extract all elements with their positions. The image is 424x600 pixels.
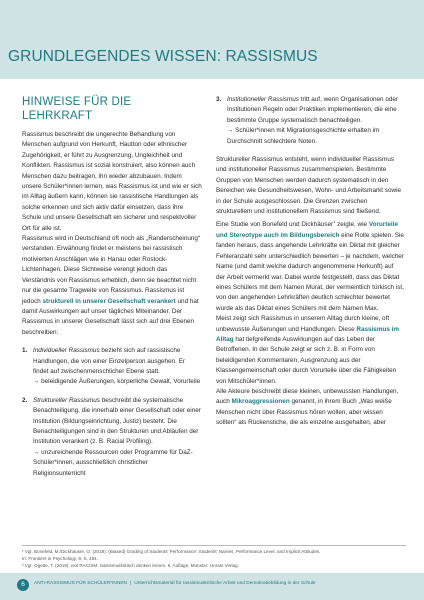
list-number: 3. [216,96,222,103]
everyday-paragraph: Meist zeigt sich Rassismus in unserem Alltag durch kleine, oft unbewusste Äußerungen und Handlungen. Diese Rassismus im Alltag hat tiefgreifende Auswirkungen auf das Leben der Betroffenen. In der Schule zeigt er sich z. B. in Form von beleidigenden Kommentaren, Ausgrenzung aus der Klassengemeinschaft oder durch Vorurteile über die Fähigkeiten von Mitschüler*innen. [216,315,400,385]
left-column [22,95,202,479]
microaggression-paragraph: Alle Akteure beschreibt diese kleinen, unbewussten Handlungen, auch Mikroaggressionen genannt, in ihrem Buch „Was weiße Menschen nicht über Rassismus hören wollen, aber wissen sollten“ als Rückenstiche, die als einzelne ausgehalten, aber [216,388,399,427]
page-title: GRUNDLEGENDES WISSEN: RASSISMUS [8,48,318,65]
list-item-institutional: 3. Institutioneller Rassismus tritt auf, wenn Organisationen oder Institutionen Regeln oder Praktiken implementieren, die eine bestimmte Gruppe systematisch benachteiligen. → Schüler*innen mit Migrationsgeschichte erhalten im Durchschnitt schlechtere Noten. [216,95,404,147]
title-band [0,0,424,79]
page-number: 6 [17,579,29,591]
context-paragraph: Rassismus wird in Deutschland oft noch als „Randerscheinung“ verstanden. Erwähnung findet er meistens bei rassistisch motivierten Anschlägen wie in Hanau oder Rostock-Lichtenhagen. Diese Sichtweise verengt jedoch das Verständnis von Rassismus erheblich, denn sie beachtet nicht nur die gesamte Tragweite von Rassismus. Rassismus ist jedoch strukturell in unserer Gesellschaft verankert und hat damit Auswirkungen auf unser tägliches Miteinander. Der Rassismus in unserer Gesellschaft lässt sich auf drei Ebenen beschreiben: [22,235,201,336]
example-individual: → beleidigende Äußerungen, körperliche Gewalt, Vorurteile [33,378,201,386]
example-institutional: → Schüler*innen mit Migrationsgeschichte erhalten im Durchschnitt schlechtere Noten. [227,127,380,145]
intro-paragraph: Rassismus beschreibt die ungerechte Behandlung von Menschen aufgrund von Herkunft, Hautton oder ethnischer Zugehörigkeit, er führt zu Ausgrenzung, Ungleichheit und Konflikten. Rassismus ist sozial konstruiert, also können auch Menschen dazu beitragen, ihn wieder abzubauen. Indem unsere Schüler*innen lernen, was Rassismus ist und wie er sich im Alltag äußern kann, können sie rassistische Handlungen als solche erkennen und sich aktiv dafür einsetzen, dass ihre Schule und unsere Gesellschaft ein sicherer und respektvoller Ort für alle ist. [22,131,202,232]
footer-series: ANTI-RASSISMUS FÜR SCHÜLER*INNEN [34,581,128,586]
footer-subtitle: Unterrichtsmaterial für rassismuskritische Arbeit und Demokratiebildung in der Schule [134,581,316,586]
term-structural: Struktureller Rassismus [33,396,100,404]
example-structural: → unzureichende Ressourcen oder Programme für DaZ-Schüler*innen, ausschließlich christlicher Religionsunterricht [33,448,193,477]
footer-separator: | [130,581,132,586]
section-heading: HINWEISE FÜR DIE LEHRKRAFT [22,96,132,122]
footnote: ² Vgl. Ogette, T. (2019): exit RACISM. rassismuskritisch denken lernen. 6. Auflage. Münster: Unrast Verlag. [22,563,239,568]
footer-text [34,581,316,586]
study-paragraph: Eine Studie von Bonefeld und Dickhäuser$^1$ zeigte, wie Vorurteile und Stereotype auch im Bildungsbereich eine Rolle spielen. Sie fanden heraus, dass angehende Lehrkräfte ein Diktat mit gleicher Fehleranzahl sehr unterschiedlich bewerten – je nachdem, welcher Name (und damit welche dadurch angenommene Herkunft) auf der Arbeit vermerkt war. Dabei wurde festgestellt, dass das Diktat eines Schülers mit dem Namen Murat, der vermeintlich türkisch ist, von den angehenden Lehrkräften deutlich schlechter bewertet wurde als das Diktat eines Schülers mit dem Namen Max. [216,219,404,312]
footnotes [22,545,406,569]
structural-paragraph: Struktureller Rassismus entsteht, wenn individueller Rassismus und institutioneller Rassismus zusammenspielen. Bestimmte Gruppen von Menschen werden dadurch systematisch in den Bereichen wie Gesundheitswesen, Wohn- und Arbeitsmarkt sowie in der Schule ausgeschlossen. Die Grenzen zwischen strukturellem und institutionellem Rassismus sind fließend. [216,156,402,216]
list-item-structural: 2. Struktureller Rassismus beschreibt die systematische Benachteiligung, die innerhalb einer Gesellschaft oder einer Institution (Bildungseinrichtung, Justiz) besteht. Die Benachteiligungen sind in den Strukturen und Abläufen der Institution verankert (z. B. Racial Profiling). → unzureichende Ressourcen oder Programme für DaZ-Schüler*innen, ausschließlich christlicher Religionsunterricht [22,396,202,479]
list-number: 2. [22,396,28,404]
term-institutional: Institutioneller Rassismus [227,96,299,103]
list-number: 1. [22,347,28,355]
footer-band [0,573,424,600]
footnote: In: Frontiers in Psychology, 9, S. 481. [22,556,99,561]
right-column [216,95,404,429]
footnote: ¹ Vgl. Bonefeld, M./Dickhäuser, O. (2018): (Biased) Grading of Students' Performance: Students' Names, Performance Level, and Implicit Attitudes. [22,549,321,554]
term-individual: Individueller Rassismus [33,347,100,355]
list-item-individual: 1. Individueller Rassismus bezieht sich auf rassistische Handlungen, die von einer Einzelperson ausgehen. Er findet auf zwischenmenschlicher Ebene statt. → beleidigende Äußerungen, körperliche Gewalt, Vorurteile [22,346,202,388]
